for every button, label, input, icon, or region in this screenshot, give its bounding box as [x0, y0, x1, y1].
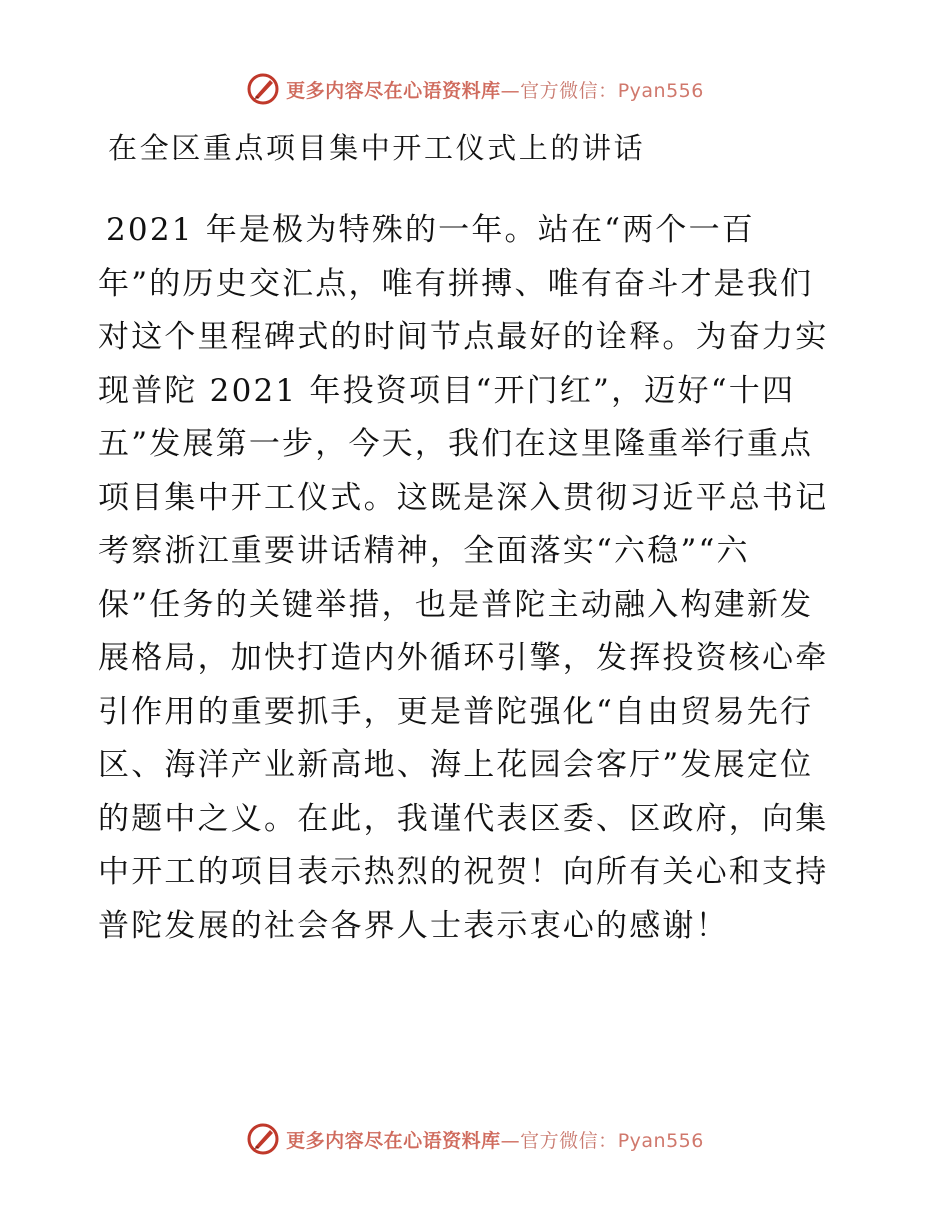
footer-watermark: [0, 1122, 950, 1156]
watermark-brand: 更多内容尽在心语资料库: [286, 1129, 501, 1152]
watermark-brand: 更多内容尽在心语资料库: [286, 79, 501, 102]
document-title: 在全区重点项目集中开工仪式上的讲话: [108, 131, 646, 165]
watermark-wechat-id: Pyan556: [617, 1129, 704, 1152]
body-line: 年”的历史交汇点，唯有拼搏、唯有奋斗才是我们: [98, 265, 814, 302]
document-body: [98, 204, 848, 953]
body-line: 的题中之义。在此，我谨代表区委、区政府，向集: [98, 800, 829, 837]
body-line: 保”任务的关键举措，也是普陀主动融入构建新发: [98, 586, 814, 623]
body-line: 引作用的重要抓手，更是普陀强化“自由贸易先行: [98, 693, 814, 730]
quill-logo-icon: [246, 1122, 280, 1156]
body-line: 现普陀 2021 年投资项目“开门红”，迈好“十四: [98, 372, 796, 409]
watermark-text: [286, 1126, 704, 1153]
watermark-dash: —: [500, 79, 521, 102]
body-line: 项目集中开工仪式。这既是深入贯彻习近平总书记: [98, 479, 829, 516]
body-line: 2021 年是极为特殊的一年。站在“两个一百: [106, 212, 755, 248]
body-line: 中开工的项目表示热烈的祝贺！向所有关心和支持: [98, 854, 829, 890]
body-line: 区、海洋产业新高地、海上花园会客厅”发展定位: [98, 747, 814, 783]
body-line: 五”发展第一步，今天，我们在这里隆重举行重点: [98, 426, 814, 462]
body-line: 普陀发展的社会各界人士表示衷心的感谢！: [98, 907, 729, 944]
watermark-label: 官方微信：: [520, 1129, 618, 1152]
body-line: 考察浙江重要讲话精神，全面落实“六稳”“六: [98, 533, 750, 569]
watermark-text: [286, 76, 704, 103]
quill-logo-icon: [246, 72, 280, 106]
body-line: 对这个里程碑式的时间节点最好的诠释。为奋力实: [98, 319, 829, 355]
watermark-wechat-id: Pyan556: [617, 79, 704, 102]
body-line: 展格局，加快打造内外循环引擎，发挥投资核心牵: [98, 640, 829, 676]
watermark-label: 官方微信：: [520, 79, 618, 102]
header-watermark: [0, 72, 950, 106]
watermark-dash: —: [500, 1129, 521, 1152]
